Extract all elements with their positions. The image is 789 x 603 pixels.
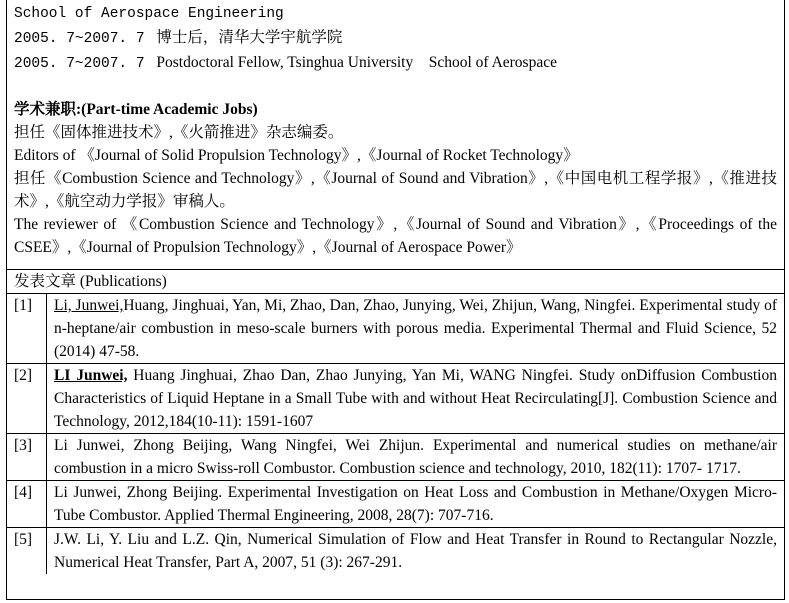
- publications-heading: 发表文章 (Publications): [7, 270, 784, 294]
- experience-line-school: School of Aerospace Engineering: [14, 6, 284, 22]
- experience-text: Postdoctoral Fellow, Tsinghua University School of Aerospace: [156, 54, 557, 71]
- experience-line-postdoc-cn: [14, 26, 777, 51]
- publication-text: [47, 294, 784, 363]
- experience-date: 2005. 7~2007. 7: [14, 31, 145, 47]
- publication-number: [3]: [7, 433, 47, 480]
- publication-citation: Huang Jinghuai, Zhao Dan, Zhao Junying, Yan Mi, WANG Ningfei. Study onDiffusion Combustion Characteristics of Liquid Heptane in a Small Tube with and without Heat Recirculating[J]. Combustion Science and Technology, 2012,184(10-11): 1591-1607: [54, 367, 777, 430]
- publications-list: [7, 294, 784, 574]
- publication-citation: Li Junwei, Zhong Beijing. Experimental Investigation on Heat Loss and Combustion in Methane/Oxygen Micro-Tube Combustor. Applied Thermal Engineering, 2008, 28(7): 707-716.: [54, 484, 777, 524]
- publication-text: [47, 433, 784, 480]
- experience-and-jobs-section: [7, 0, 784, 270]
- academic-heading: 学术兼职:(Part-time Academic Jobs): [14, 101, 258, 118]
- publication-citation: J.W. Li, Y. Liu and L.Z. Qin, Numerical Simulation of Flow and Heat Transfer in Round to Rectangular Nozzle, Numerical Heat Transfer, Part A, 2007, 51 (3): 267-291.: [54, 531, 777, 571]
- publication-item: [7, 433, 784, 480]
- experience-date: 2005. 7~2007. 7: [14, 56, 145, 72]
- publication-number: [2]: [7, 363, 47, 433]
- academic-line-reviewer-cn: 担任《Combustion Science and Technology》,《Journal of Sound and Vibration》,《中国电机工程学报》,《推进技术》,《航空动力学报》审稿人。: [14, 170, 777, 210]
- publication-number: [5]: [7, 527, 47, 574]
- publication-item: [7, 294, 784, 363]
- publication-item: [7, 363, 784, 433]
- experience-text: 博士后，清华大学宇航学院: [156, 29, 343, 46]
- publication-number: [4]: [7, 480, 47, 527]
- publication-item: [7, 527, 784, 574]
- publication-author: LI Junwei,: [54, 367, 128, 384]
- publication-text: [47, 480, 784, 527]
- publication-text: [47, 363, 784, 433]
- academic-line-reviewer-en: The reviewer of 《Combustion Science and Technology》,《Journal of Sound and Vibration》,《Proceedings of the CSEE》,《Journal of Propulsion Technology》,《Journal of Aerospace Power》: [14, 216, 777, 256]
- publication-citation: Li Junwei, Zhong Beijing, Wang Ningfei, Wei Zhijun. Experimental and numerical studies on methane/air combustion in a micro Swiss-roll Combustor. Combustion science and technology, 2010, 182(11): 1707- 1717.: [54, 437, 777, 477]
- publication-author: Li, Junwei,: [54, 297, 124, 314]
- academic-line-editor-en: Editors of 《Journal of Solid Propulsion Technology》,《Journal of Rocket Technology》: [14, 147, 579, 164]
- cv-table: [6, 0, 785, 600]
- publication-number: [1]: [7, 294, 47, 363]
- spacer: [14, 76, 777, 98]
- academic-line-editor-cn: 担任《固体推进技术》,《火箭推进》杂志编委。: [14, 124, 344, 141]
- publication-citation: Huang, Jinghuai, Yan, Mi, Zhao, Dan, Zhao, Junying, Wei, Zhijun, Wang, Ningfei. Experimental study of n-heptane/air combustion in meso-scale burners with porous media. Experimental Thermal and Fluid Science, 52 (2014) 47-58.: [54, 297, 777, 360]
- publication-item: [7, 480, 784, 527]
- publication-text: [47, 527, 784, 574]
- experience-line-postdoc-en: [14, 51, 777, 76]
